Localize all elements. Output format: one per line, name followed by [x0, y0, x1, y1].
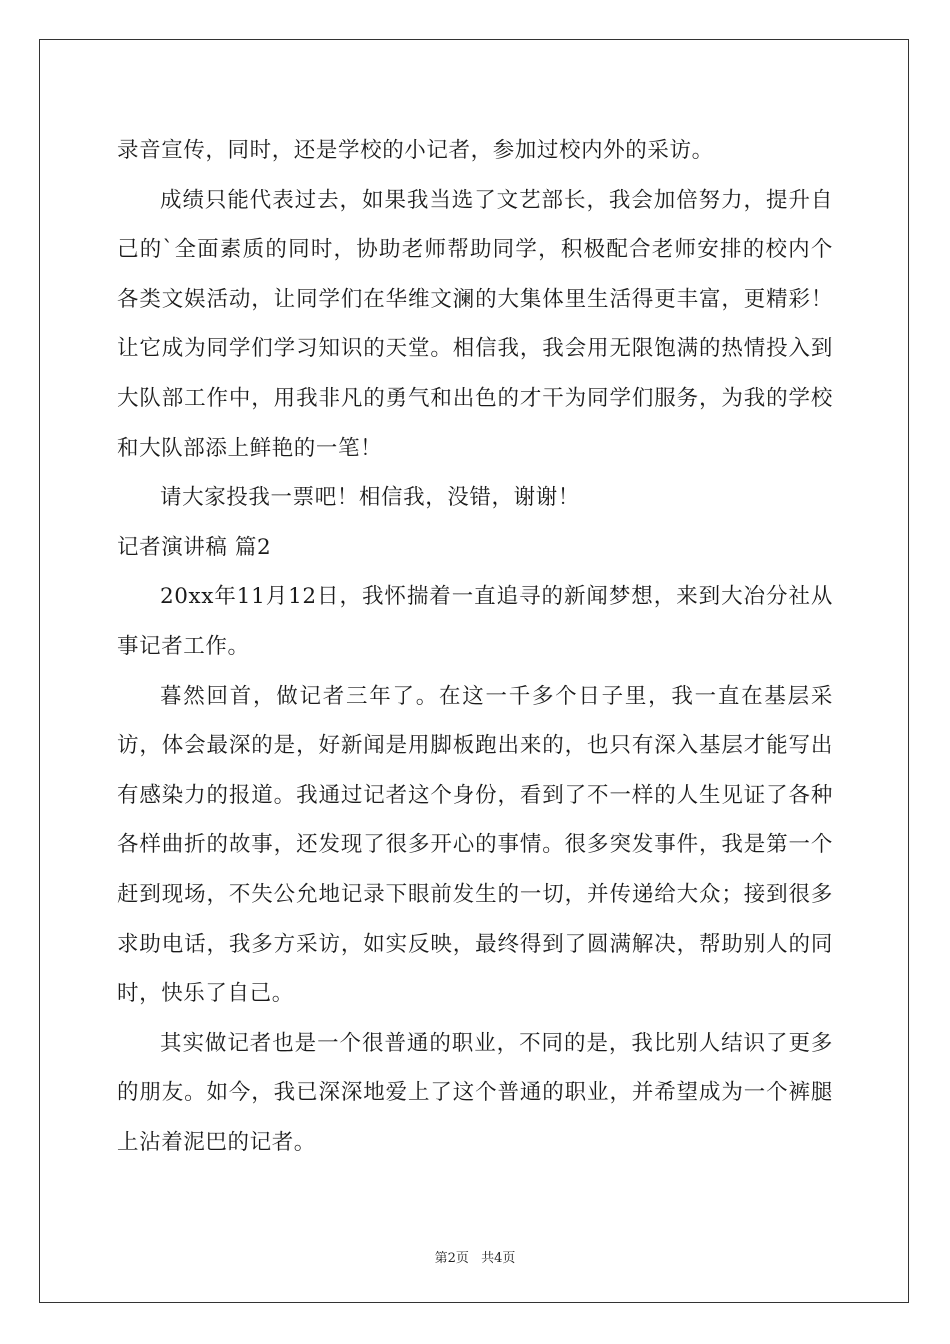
page-number: 第2页	[434, 1251, 469, 1266]
paragraph: 请大家投我一票吧！相信我，没错，谢谢！	[160, 485, 580, 511]
paragraph: 其实做记者也是一个很普通的职业，不同的是，我比别人结识了更多的朋友。如今，我已深深地爱上了这个普通的职业，并希望成为一个裤腿上沾着泥巴的记者。	[117, 1030, 833, 1155]
paragraph: 成绩只能代表过去，如果我当选了文艺部长，我会加倍努力，提升自己的`全面素质的同时，协助老师帮助同学，积极配合老师安排的校内个各类文娱活动，让同学们在华维文澜的大集体里生活得更丰富，更精彩！让它成为同学们学习知识的天堂。相信我，我会用无限饱满的热情投入到大队部工作中，用我非凡的勇气和出色的才干为同学们服务，为我的学校和大队部添上鲜艳的一笔！	[117, 187, 833, 461]
page-total: 共4页	[481, 1251, 516, 1266]
paragraph: 暮然回首，做记者三年了。在这一千多个日子里，我一直在基层采访，体会最深的是，好新闻是用脚板跑出来的，也只有深入基层才能写出有感染力的报道。我通过记者这个身份，看到了不一样的人生见证了各种各样曲折的故事，还发现了很多开心的事情。很多突发事件，我是第一个赶到现场，不失公允地记录下眼前发生的一切，并传递给大众；接到很多求助电话，我多方采访，如实反映，最终得到了圆满解决，帮助别人的同时，快乐了自己。	[117, 683, 833, 1007]
section-heading: 记者演讲稿 篇2	[117, 534, 272, 560]
paragraph: 20xx年11月12日，我怀揣着一直追寻的新闻梦想，来到大冶分社从事记者工作。	[117, 584, 833, 659]
paragraph-continued: 录音宣传，同时，还是学校的小记者，参加过校内外的采访。	[117, 138, 714, 163]
page-footer	[0, 1247, 950, 1266]
document-body	[117, 126, 833, 1167]
